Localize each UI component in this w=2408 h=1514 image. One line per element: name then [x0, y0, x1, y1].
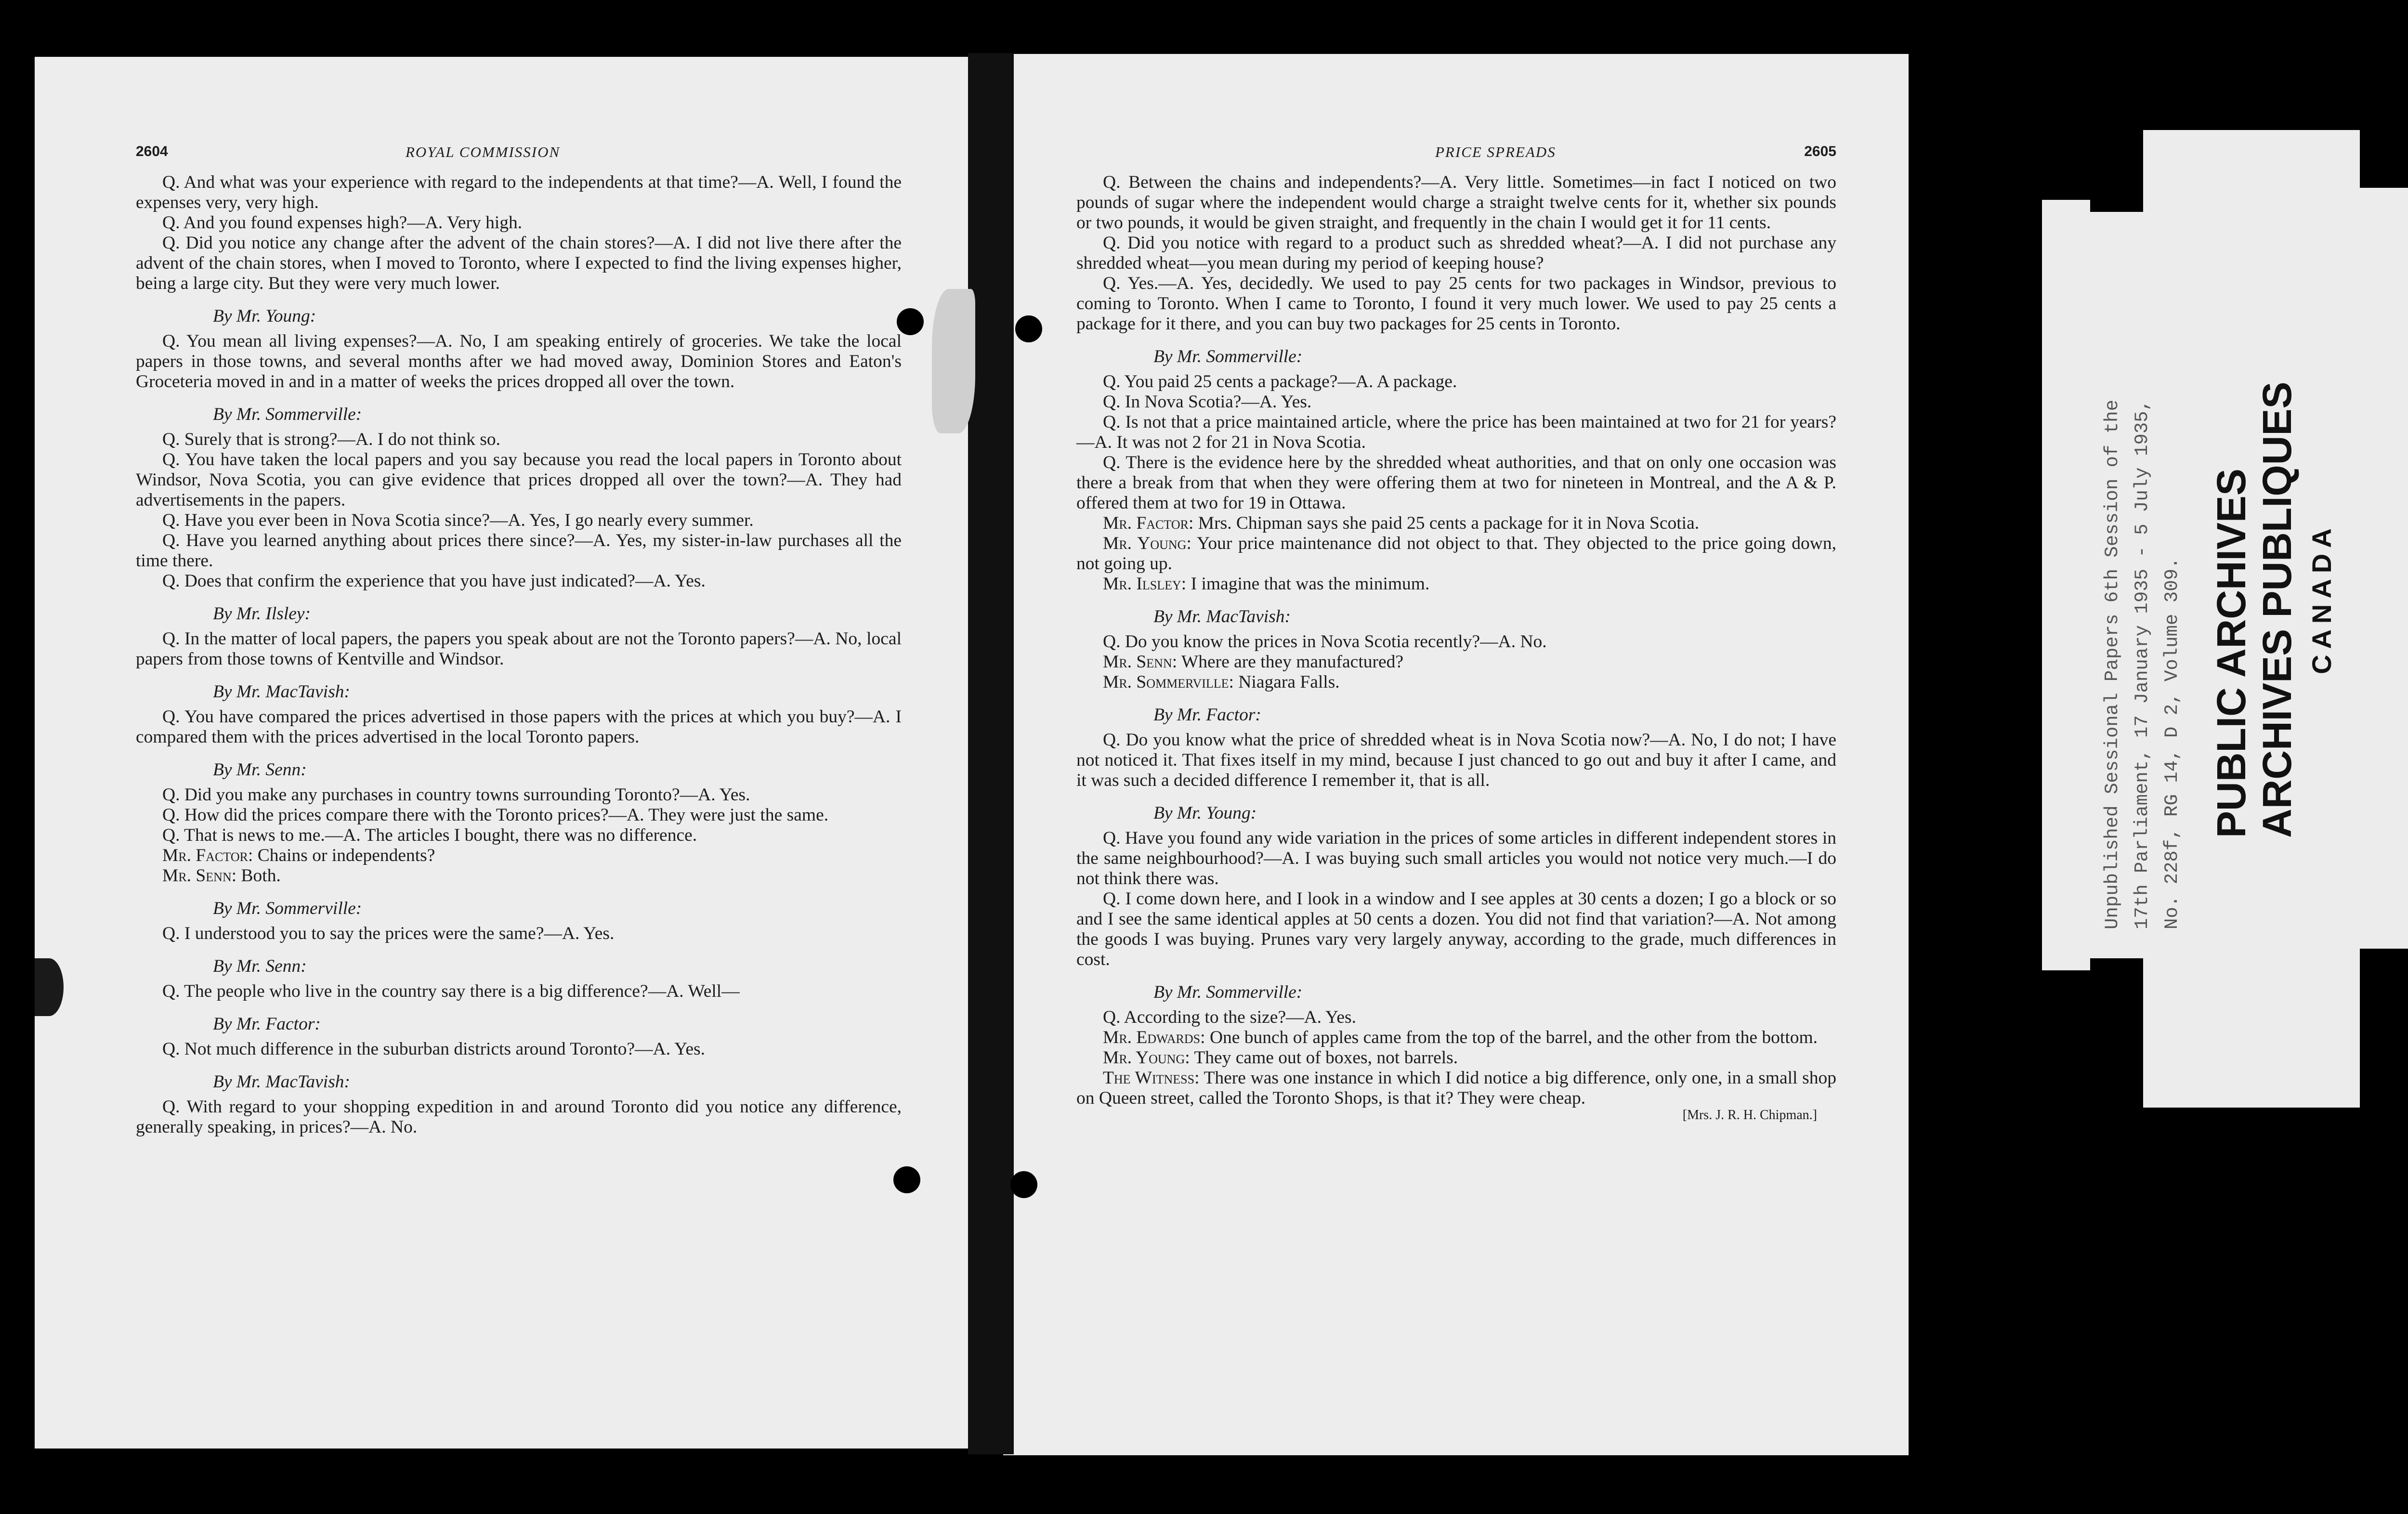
label-slip-left	[2042, 200, 2090, 970]
witness-signature: [Mrs. J. R. H. Chipman.]	[1682, 1108, 1817, 1122]
examiner-heading: By Mr. Sommerville:	[1153, 982, 1303, 1002]
question-answer-paragraph: Q. Did you notice with regard to a product such as shredded wheat?—A. I did not purchase any shredded wheat—you mean during my period of keeping house?	[1076, 233, 1836, 273]
examiner-heading: By Mr. Factor:	[213, 1014, 321, 1034]
question-answer-paragraph: Q. Is not that a price maintained article, where the price has been maintained at two for 21 for years?—A. It was not 2 for 21 in Nova Scotia.	[1076, 412, 1836, 452]
question-answer-paragraph: Q. Surely that is strong?—A. I do not think so.	[162, 430, 501, 449]
question-answer-paragraph: Q. In the matter of local papers, the papers you speak about are not the Toronto papers?—A. No, local papers from those towns of Kentville and Windsor.	[136, 629, 902, 669]
speaker-statement	[1076, 513, 1836, 534]
examiner-heading: By Mr. Senn:	[213, 956, 307, 976]
question-answer-paragraph: Q. How did the prices compare there with the Toronto prices?—A. They were just the same.	[162, 805, 829, 825]
speaker-statement	[1076, 652, 1836, 672]
statement-text: Where are they manufactured?	[1177, 652, 1404, 672]
question-answer-paragraph: Q. Between the chains and independents?—A. Very little. Sometimes—in fact I noticed on two pounds of sugar where the independent would charge a straight twelve cents for it, whether six pounds or two pounds, it would be given straight, and frequently in the chain I would get it for 11 cents.	[1076, 172, 1836, 233]
examiner-heading: By Mr. Senn:	[213, 760, 307, 780]
torn-paper-mark	[932, 289, 975, 433]
speaker-name: The Witness:	[1103, 1068, 1200, 1088]
statement-text: Niagara Falls.	[1233, 672, 1340, 692]
archive-stamp-canada: CANADA	[2306, 522, 2337, 674]
left-page-text	[136, 172, 902, 1137]
archive-stamp-public-archives: PUBLIC ARCHIVES	[2209, 469, 2254, 838]
speaker-name: Mr. Edwards:	[1103, 1028, 1205, 1047]
statement-text: One bunch of apples came from the top of the barrel, and the other from the bottom.	[1205, 1028, 1818, 1047]
examiner-heading: By Mr. MacTavish:	[1153, 607, 1291, 626]
question-answer-paragraph: Q. Does that confirm the experience that you have just indicated?—A. Yes.	[162, 571, 706, 591]
question-answer-paragraph: Q. Have you learned anything about prices there since?—A. Yes, my sister-in-law purchases all the time there.	[136, 531, 902, 571]
examiner-heading: By Mr. Young:	[1153, 803, 1257, 823]
examiner-heading: By Mr. Ilsley:	[213, 604, 311, 624]
punch-hole	[1015, 315, 1042, 342]
archive-label	[2042, 130, 2408, 1117]
question-answer-paragraph: Q. Not much difference in the suburban districts around Toronto?—A. Yes.	[162, 1039, 706, 1059]
right-page	[1003, 54, 1909, 1455]
statement-text: They came out of boxes, not barrels.	[1190, 1048, 1458, 1068]
speaker-statement	[1076, 534, 1836, 574]
speaker-name: Mr. Senn:	[1103, 652, 1178, 672]
right-running-title: PRICE SPREADS	[1435, 144, 1556, 160]
speaker-statement	[1076, 672, 1836, 692]
punch-hole	[893, 1166, 920, 1193]
speaker-name: Mr. Young:	[1103, 534, 1191, 553]
archive-typed-line-3: No. 228f, RG 14, D 2, Volume 309.	[2161, 557, 2183, 929]
examiner-heading: By Mr. Young:	[213, 306, 316, 326]
speaker-name: Mr. Sommerville:	[1103, 672, 1234, 692]
archive-stamp-archives-publiques: ARCHIVES PUBLIQUES	[2254, 381, 2300, 838]
left-running-title: ROYAL COMMISSION	[406, 144, 561, 160]
examiner-heading: By Mr. Sommerville:	[1153, 347, 1303, 366]
examiner-heading: By Mr. Sommerville:	[213, 405, 362, 424]
question-answer-paragraph: Q. That is news to me.—A. The articles I bought, there was no difference.	[162, 825, 697, 845]
question-answer-paragraph: Q. I understood you to say the prices were the same?—A. Yes.	[162, 924, 615, 943]
speaker-statement	[136, 866, 902, 886]
right-page-number: 2605	[1804, 144, 1836, 159]
question-answer-paragraph: Q. You paid 25 cents a package?—A. A package.	[1103, 372, 1457, 392]
left-running-header	[136, 144, 902, 172]
question-answer-paragraph: Q. I come down here, and I look in a window and I see apples at 30 cents a dozen; I go a block or so and I see the same identical apples at 50 cents a dozen. You did not find that variation?—A. Not among the goods I was buying. Prunes vary very largely anyway, according to the grade, much differences in cost.	[1076, 889, 1836, 969]
examiner-heading: By Mr. Sommerville:	[213, 899, 362, 918]
page-edge-notch	[35, 958, 64, 1016]
question-answer-paragraph: Q. There is the evidence here by the shredded wheat authorities, and that on only one occasion was there a break from that when they were offering them at two for nineteen in Montreal, and the A & P. offered them at two for 19 in Ottawa.	[1076, 453, 1836, 513]
question-answer-paragraph: Q. You have compared the prices advertised in those papers with the prices at which you buy?—A. I compared them with the prices advertised in the local Toronto papers.	[136, 707, 902, 747]
question-answer-paragraph: Q. Have you found any wide variation in the prices of some articles in different independent stores in the same neighbourhood?—A. I was buying such small articles you would not notice very much.—I do not think there was.	[1076, 828, 1836, 888]
left-page-number: 2604	[136, 144, 168, 159]
question-answer-paragraph: Q. Did you notice any change after the advent of the chain stores?—A. I did not live there after the advent of the chain stores, when I moved to Toronto, where I expected to find the living expenses higher, being a large city. But they were very much lower.	[136, 233, 902, 293]
question-answer-paragraph: Q. Did you make any purchases in country towns surrounding Toronto?—A. Yes.	[162, 785, 750, 805]
punch-hole	[1010, 1171, 1037, 1198]
right-page-text	[1076, 172, 1836, 1109]
statement-text: Your price maintenance did not object to that. They objected to the price going down, not going up.	[1076, 534, 1837, 574]
question-answer-paragraph: Q. And what was your experience with regard to the independents at that time?—A. Well, I found the expenses very, very high.	[136, 172, 902, 212]
speaker-statement	[136, 846, 902, 866]
question-answer-paragraph: Q. You mean all living expenses?—A. No, I am speaking entirely of groceries. We take the local papers in those towns, and several months after we had moved away, Dominion Stores and Eaton's Groceteria moved in and in a matter of weeks the prices dropped all over the town.	[136, 331, 902, 392]
question-answer-paragraph: Q. With regard to your shopping expedition in and around Toronto did you notice any difference, generally speaking, in prices?—A. No.	[136, 1097, 902, 1137]
speaker-statement	[1076, 1048, 1836, 1068]
speaker-name: Mr. Senn:	[162, 866, 237, 886]
speaker-name: Mr. Ilsley:	[1103, 574, 1187, 594]
question-answer-paragraph: Q. According to the size?—A. Yes.	[1103, 1007, 1356, 1027]
statement-text: Chains or independents?	[253, 846, 435, 865]
question-answer-paragraph: Q. Do you know what the price of shredded wheat is in Nova Scotia now?—A. No, I do not; I have not noticed it. That fixes itself in my mind, because I just chanced to go out and buy it after I came, and it was such a decided difference I remember it, that is all.	[1076, 730, 1836, 790]
statement-text: Mrs. Chipman says she paid 25 cents a package for it in Nova Scotia.	[1193, 513, 1700, 533]
punch-hole	[897, 308, 924, 335]
speaker-statement	[1076, 1068, 1836, 1109]
speaker-statement	[1076, 1028, 1836, 1048]
question-answer-paragraph: Q. Yes.—A. Yes, decidedly. We used to pay 25 cents for two packages in Windsor, previous to coming to Toronto. When I came to Toronto, I found it very much lower. We used to pay 25 cents a package for it there, and you can buy two packages for 25 cents in Toronto.	[1076, 274, 1836, 334]
speaker-name: Mr. Young:	[1103, 1048, 1190, 1068]
speaker-name: Mr. Factor:	[1103, 513, 1194, 533]
examiner-heading: By Mr. Factor:	[1153, 705, 1261, 725]
speaker-statement	[1076, 574, 1836, 594]
archive-typed-line-2: 17th Parliament, 17 January 1935 - 5 July 1935,	[2132, 400, 2153, 929]
examiner-heading: By Mr. MacTavish:	[213, 1072, 351, 1092]
speaker-name: Mr. Factor:	[162, 846, 253, 865]
question-answer-paragraph: Q. You have taken the local papers and you say because you read the local papers in Toronto about Windsor, Nova Scotia, you can give evidence that prices dropped all over the town?—A. They had advertisements in the papers.	[136, 450, 902, 510]
question-answer-paragraph: Q. The people who live in the country say there is a big difference?—A. Well—	[162, 981, 740, 1001]
question-answer-paragraph: Q. In Nova Scotia?—A. Yes.	[1103, 392, 1312, 412]
book-spine-gutter	[968, 53, 1014, 1454]
question-answer-paragraph: Q. Do you know the prices in Nova Scotia recently?—A. No.	[1103, 632, 1547, 652]
statement-text: There was one instance in which I did notice a big difference, only one, in a small shop on Queen street, called the Toronto Shops, is that it? They were cheap.	[1076, 1068, 1836, 1108]
left-page	[35, 57, 976, 1449]
statement-text: Both.	[236, 866, 281, 886]
examiner-heading: By Mr. MacTavish:	[213, 682, 351, 702]
statement-text: I imagine that was the minimum.	[1186, 574, 1430, 594]
question-answer-paragraph: Q. And you found expenses high?—A. Very high.	[162, 213, 523, 233]
question-answer-paragraph: Q. Have you ever been in Nova Scotia since?—A. Yes, I go nearly every summer.	[162, 510, 754, 530]
right-running-header	[1076, 144, 1836, 172]
archive-typed-line-1: Unpublished Sessional Papers 6th Session of the	[2102, 400, 2123, 929]
